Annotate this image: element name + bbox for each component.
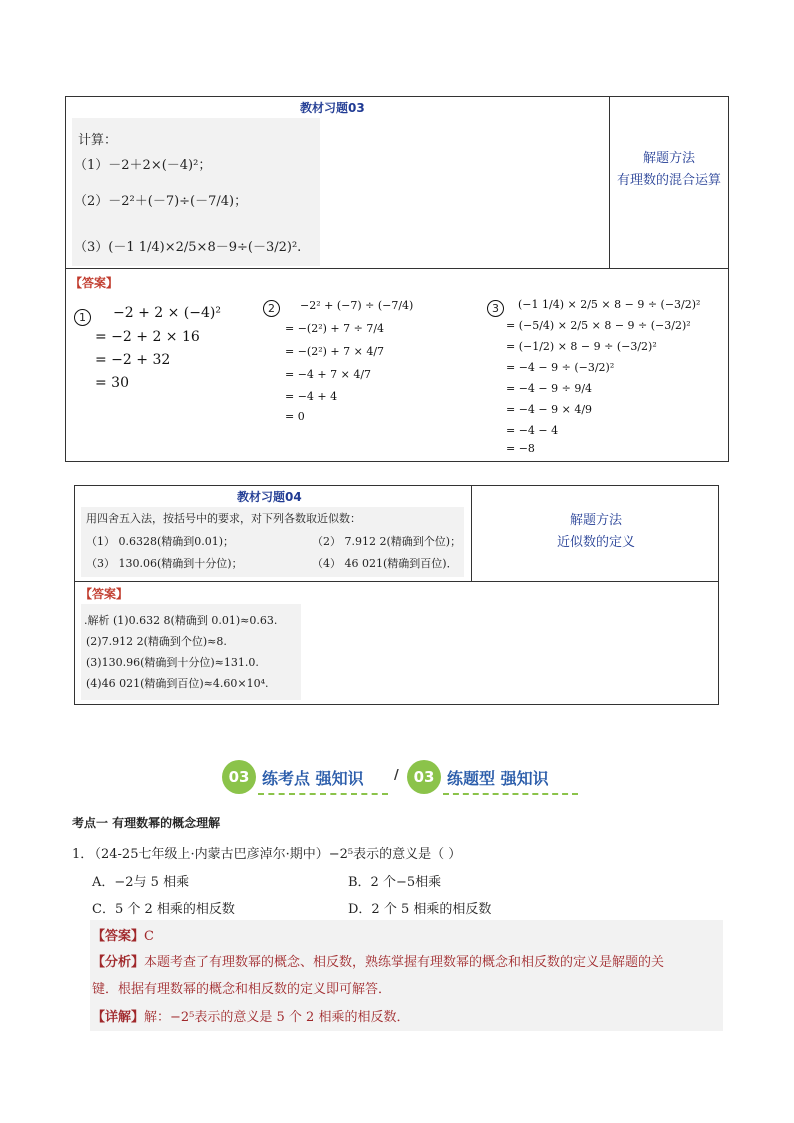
ex03-solution-2-line: = −4 + 7 × 4/7 <box>285 368 372 381</box>
ex03-divider-vertical <box>609 96 610 269</box>
ex03-solution-3-line: = (−1/2) × 8 − 9 ÷ (−3/2)² <box>506 340 657 353</box>
section-underline-1 <box>258 793 388 795</box>
ex03-method-label: 解题方法 <box>642 151 695 166</box>
ex03-divider-horizontal <box>65 268 729 269</box>
section-underline-2 <box>443 793 578 795</box>
ex03-method-text: 有理数的混合运算 <box>616 173 721 188</box>
ex04-divider-vertical <box>471 485 472 582</box>
ex03-question-2: （2）－2²＋(－7)÷(－7/4)； <box>74 194 248 209</box>
ex03-solution-3-line: = −4 − 9 ÷ 9/4 <box>506 382 593 395</box>
ex03-solution-3-line: = −4 − 9 ÷ (−3/2)² <box>506 361 615 374</box>
ex04-method <box>474 510 718 554</box>
ex03-title: 教材习题03 <box>300 101 365 115</box>
ex04-question-4: （4） 46 021(精确到百位)． <box>312 557 458 570</box>
detail-label: 【详解】 <box>92 1010 145 1025</box>
section-badge-2: 03 <box>407 760 441 794</box>
ex04-question-3: （3） 130.06(精确到十分位)； <box>86 557 243 570</box>
ex03-solution-3-line: = −4 − 4 <box>506 424 559 437</box>
question-number: 1． <box>72 847 94 862</box>
ex03-solution-1-line: = 30 <box>95 375 129 391</box>
ex04-question-1: （1） 0.6328(精确到0.01)； <box>86 535 235 548</box>
circle-number-icon: 1 <box>74 309 91 326</box>
section-badge-1: 03 <box>222 760 256 794</box>
ex03-solution-3-line: = (−5/4) × 2/5 × 8 − 9 ÷ (−3/2)² <box>506 319 691 332</box>
option-b[interactable]: B．2 个−5相乘 <box>348 875 442 890</box>
ex03-answer-label: 【答案】 <box>70 276 119 290</box>
ex03-solution-1-line: = −2 + 2 × 16 <box>95 329 200 345</box>
ex04-title: 教材习题04 <box>237 490 302 504</box>
detail-line <box>92 1006 409 1025</box>
ex03-solution-1-line: = −2 + 32 <box>95 352 171 368</box>
ex03-question-3: （3）(－1 1/4)×2/5×8－9÷(－3/2)². <box>74 240 302 255</box>
answer-line <box>92 925 154 944</box>
analysis-text-1: 本题考查了有理数幂的概念、相反数，熟练掌握有理数幂的概念和相反数的定义是解题的关 <box>144 955 665 970</box>
section-title-1: 练考点 强知识 <box>262 769 364 788</box>
answer-label: 【答案】 <box>92 929 145 944</box>
ex04-question-2: （2） 7.912 2(精确到个位)； <box>312 535 462 548</box>
section-title-2: 练题型 强知识 <box>447 769 549 788</box>
kaodian-heading: 考点一 有理数幂的概念理解 <box>72 816 221 830</box>
ex03-solution-2-line: = 0 <box>285 410 305 423</box>
detail-text: 解：−2⁵表示的意义是 5 个 2 相乘的相反数． <box>144 1010 410 1025</box>
ex03-method <box>612 148 726 192</box>
ex03-solution-2-marker <box>263 297 280 317</box>
ex03-solution-2-line: = −(2²) + 7 × 4/7 <box>285 345 385 358</box>
ex03-solution-1-marker <box>74 306 91 326</box>
ex03-solution-3-marker <box>487 297 504 317</box>
ex04-answer-label: 【答案】 <box>80 587 129 601</box>
ex04-prompt: 用四舍五入法，按括号中的要求，对下列各数取近似数： <box>86 512 361 525</box>
section-divider: / <box>394 768 399 783</box>
ex04-method-label: 解题方法 <box>569 513 622 528</box>
circle-number-icon: 3 <box>487 300 504 317</box>
ex03-solution-2-line: −2² + (−7) ÷ (−7/4) <box>300 299 414 312</box>
ex04-divider-horizontal <box>74 581 719 582</box>
ex03-solution-3-line: = −8 <box>506 442 535 455</box>
ex03-solution-2-line: = −4 + 4 <box>285 390 338 403</box>
ex03-solution-3-line: (−1 1/4) × 2/5 × 8 − 9 ÷ (−3/2)² <box>518 298 701 311</box>
ex04-answer-4: (4)46 021(精确到百位)≈4.60×10⁴. <box>86 677 269 690</box>
ex03-solution-2-line: = −(2²) + 7 ÷ 7/4 <box>285 322 385 335</box>
answer-value: C <box>144 929 154 944</box>
question-text: （24-25七年级上·内蒙古巴彦淖尔·期中）−2⁵表示的意义是（ ） <box>88 847 462 862</box>
circle-number-icon: 2 <box>263 300 280 317</box>
analysis-label: 【分析】 <box>92 955 145 970</box>
option-c[interactable]: C．5 个 2 相乘的相反数 <box>92 902 235 917</box>
analysis-line-1 <box>92 951 664 970</box>
ex03-solution-1-line: −2 + 2 × (−4)² <box>113 305 221 321</box>
ex04-method-text: 近似数的定义 <box>556 535 635 550</box>
ex04-answer-2: (2)7.912 2(精确到个位)≈8. <box>86 635 227 648</box>
ex03-prompt: 计算： <box>78 133 118 148</box>
option-d[interactable]: D．2 个 5 相乘的相反数 <box>348 902 492 917</box>
ex04-answer-1: .解析 (1)0.632 8(精确到 0.01)≈0.63. <box>84 614 278 627</box>
ex04-answer-3: (3)130.96(精确到十分位)≈131.0. <box>86 656 259 669</box>
ex03-solution-3-line: = −4 − 9 × 4/9 <box>506 403 593 416</box>
ex03-question-1: （1）－2＋2×(－4)²； <box>74 158 212 173</box>
option-a[interactable]: A．−2与 5 相乘 <box>92 875 190 890</box>
analysis-line-2: 键．根据有理数幂的概念和相反数的定义即可解答． <box>92 982 392 997</box>
